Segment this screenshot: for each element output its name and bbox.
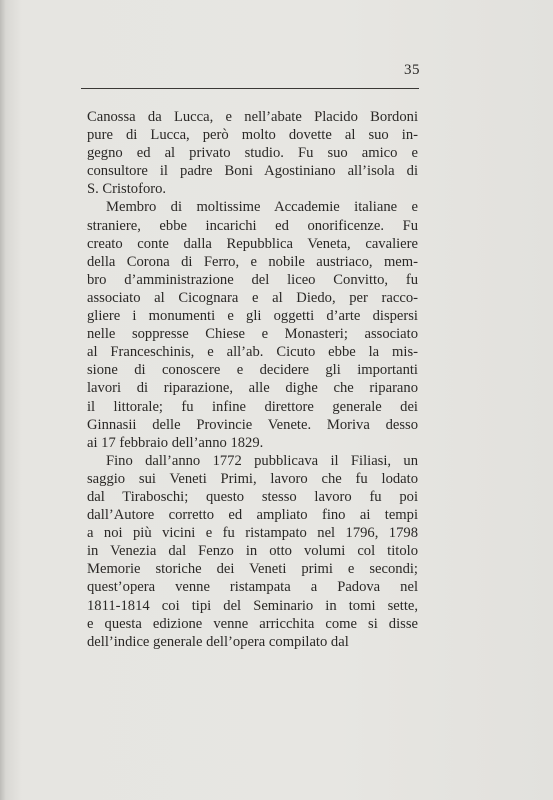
text-line: della Corona di Ferro, e nobile austriaco, mem- <box>87 253 418 270</box>
text-line: Membro di moltissime Accademie italiane e <box>106 199 418 216</box>
text-line: straniere, ebbe incarichi ed onorificenze. Fu <box>87 217 418 234</box>
paragraph <box>87 108 418 198</box>
text-line: quest’opera venne ristampata a Padova nel <box>87 579 418 596</box>
text-line: gliere i monumenti e gli oggetti d’arte dispersi <box>87 308 418 325</box>
text-line: Memorie storiche dei Veneti primi e secondi; <box>87 561 418 578</box>
text-line: il littorale; fu infine direttore generale dei <box>87 398 418 415</box>
text-line: bro d’amministrazione del liceo Convitto, fu <box>87 271 418 288</box>
text-line: consultore il padre Boni Agostiniano all’isola di <box>87 163 418 180</box>
text-line: al Franceschinis, e all’ab. Cicuto ebbe la mis- <box>87 344 418 361</box>
text-line: pure di Lucca, però molto dovette al suo in- <box>87 127 418 144</box>
paragraph <box>87 452 418 651</box>
body-text <box>87 108 418 651</box>
text-line: lavori di riparazione, alle dighe che riparano <box>87 380 418 397</box>
text-line: dell’indice generale dell’opera compilato dal <box>87 633 349 650</box>
text-line: sione di conoscere e decidere gli importanti <box>87 362 418 379</box>
text-line: gegno ed al privato studio. Fu suo amico e <box>87 145 418 162</box>
text-line: 1811-1814 coi tipi del Seminario in tomi sette, <box>87 597 418 614</box>
text-line: a noi più vicini e fu ristampato nel 1796, 1798 <box>87 525 418 542</box>
text-line: Ginnasii delle Provincie Venete. Moriva desso <box>87 416 418 433</box>
text-line: dall’Autore corretto ed ampliato fino ai tempi <box>87 507 418 524</box>
text-line: Canossa da Lucca, e nell’abate Placido Bordoni <box>87 109 418 125</box>
text-line: associato al Cicognara e al Diedo, per racco- <box>87 289 418 306</box>
text-line: dal Tiraboschi; questo stesso lavoro fu poi <box>87 488 418 505</box>
text-line: in Venezia dal Fenzo in otto volumi col titolo <box>87 543 418 560</box>
text-line: creato conte dalla Repubblica Veneta, cavaliere <box>87 235 418 252</box>
text-line: Fino dall’anno 1772 pubblicava il Filiasi, un <box>106 452 418 469</box>
text-line: S. Cristoforo. <box>87 181 167 198</box>
page-number: 35 <box>404 62 420 78</box>
header-rule <box>81 88 419 89</box>
paragraph <box>87 198 418 451</box>
text-line: ai 17 febbraio dell’anno 1829. <box>87 434 264 451</box>
text-line: e questa edizione venne arricchita come si disse <box>87 615 418 632</box>
text-line: nelle soppresse Chiese e Monasteri; associato <box>87 326 418 343</box>
text-line: saggio sui Veneti Primi, lavoro che fu lodato <box>87 470 418 487</box>
